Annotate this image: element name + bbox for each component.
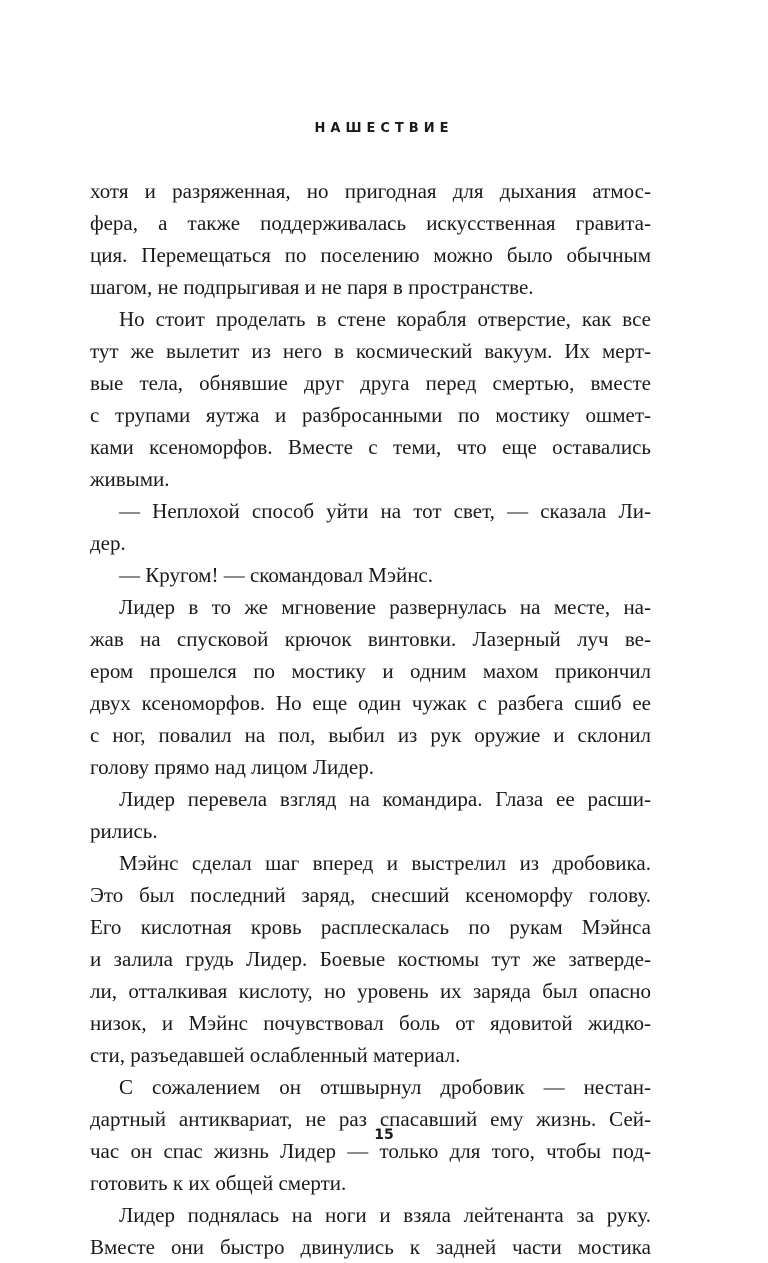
text-line: Это был последний заряд, снесший ксеноморфу голову. (90, 883, 651, 907)
text-line: с трупами яутжа и разбросанными по мостику ошмет- (90, 403, 651, 427)
body-text (90, 175, 651, 1263)
text-line: ером прошелся по мостику и одним махом прикончил (90, 659, 651, 683)
text-line: Но стоит проделать в стене корабля отверстие, как все (119, 307, 651, 331)
text-line: с ног, повалил на пол, выбил из рук оружие и склонил (90, 723, 651, 747)
text-line: рились. (90, 819, 158, 843)
text-line: Лидер поднялась на ноги и взяла лейтенанта за руку. (119, 1203, 651, 1227)
text-line: ция. Перемещаться по поселению можно было обычным (90, 243, 651, 267)
running-title: НАШЕСТВИЕ (314, 121, 454, 136)
text-line: живыми. (90, 467, 170, 491)
text-line: готовить к их общей смерти. (90, 1171, 347, 1195)
text-line: С сожалением он отшвырнул дробовик — нестан- (119, 1075, 651, 1099)
text-line: — Неплохой способ уйти на тот свет, — сказала Ли- (119, 499, 651, 523)
text-line: жав на спусковой крючок винтовки. Лазерный луч ве- (90, 627, 651, 651)
page-number: 15 (374, 1127, 394, 1143)
text-line: сти, разъедавшей ослабленный материал. (90, 1043, 461, 1067)
text-line: ками ксеноморфов. Вместе с теми, что еще оставались (90, 435, 651, 459)
text-line: Мэйнс сделал шаг вперед и выстрелил из дробовика. (119, 851, 651, 875)
text-line: Лидер в то же мгновение развернулась на месте, на- (119, 595, 651, 619)
text-line: час он спас жизнь Лидер — только для того, чтобы под- (90, 1139, 651, 1163)
text-line: дартный антиквариат, не раз спасавший ему жизнь. Сей- (90, 1107, 651, 1131)
text-line: тут же вылетит из него в космический вакуум. Их мерт- (90, 339, 651, 363)
text-line: вые тела, обнявшие друг друга перед смертью, вместе (90, 371, 651, 395)
text-line: двух ксеноморфов. Но еще один чужак с разбега сшиб ее (90, 691, 651, 715)
text-line: голову прямо над лицом Лидер. (90, 755, 375, 779)
text-line: Его кислотная кровь расплескалась по рукам Мэйнса (90, 915, 651, 939)
text-line: шагом, не подпрыгивая и не паря в пространстве. (90, 275, 534, 299)
text-line: низок, и Мэйнс почувствовал боль от ядовитой жидко- (90, 1011, 651, 1035)
text-line: фера, а также поддерживалась искусственная гравита- (90, 211, 651, 235)
text-line: — Кругом! — скомандовал Мэйнс. (119, 563, 434, 587)
text-line: ли, отталкивая кислоту, но уровень их заряда был опасно (90, 979, 651, 1003)
text-line: хотя и разряженная, но пригодная для дыхания атмос- (90, 179, 651, 203)
text-line: Вместе они быстро двинулись к задней части мостика (90, 1235, 651, 1259)
text-line: дер. (90, 531, 126, 555)
text-line: Лидер перевела взгляд на командира. Глаза ее расши- (119, 787, 651, 811)
text-line: и залила грудь Лидер. Боевые костюмы тут же затверде- (90, 947, 651, 971)
